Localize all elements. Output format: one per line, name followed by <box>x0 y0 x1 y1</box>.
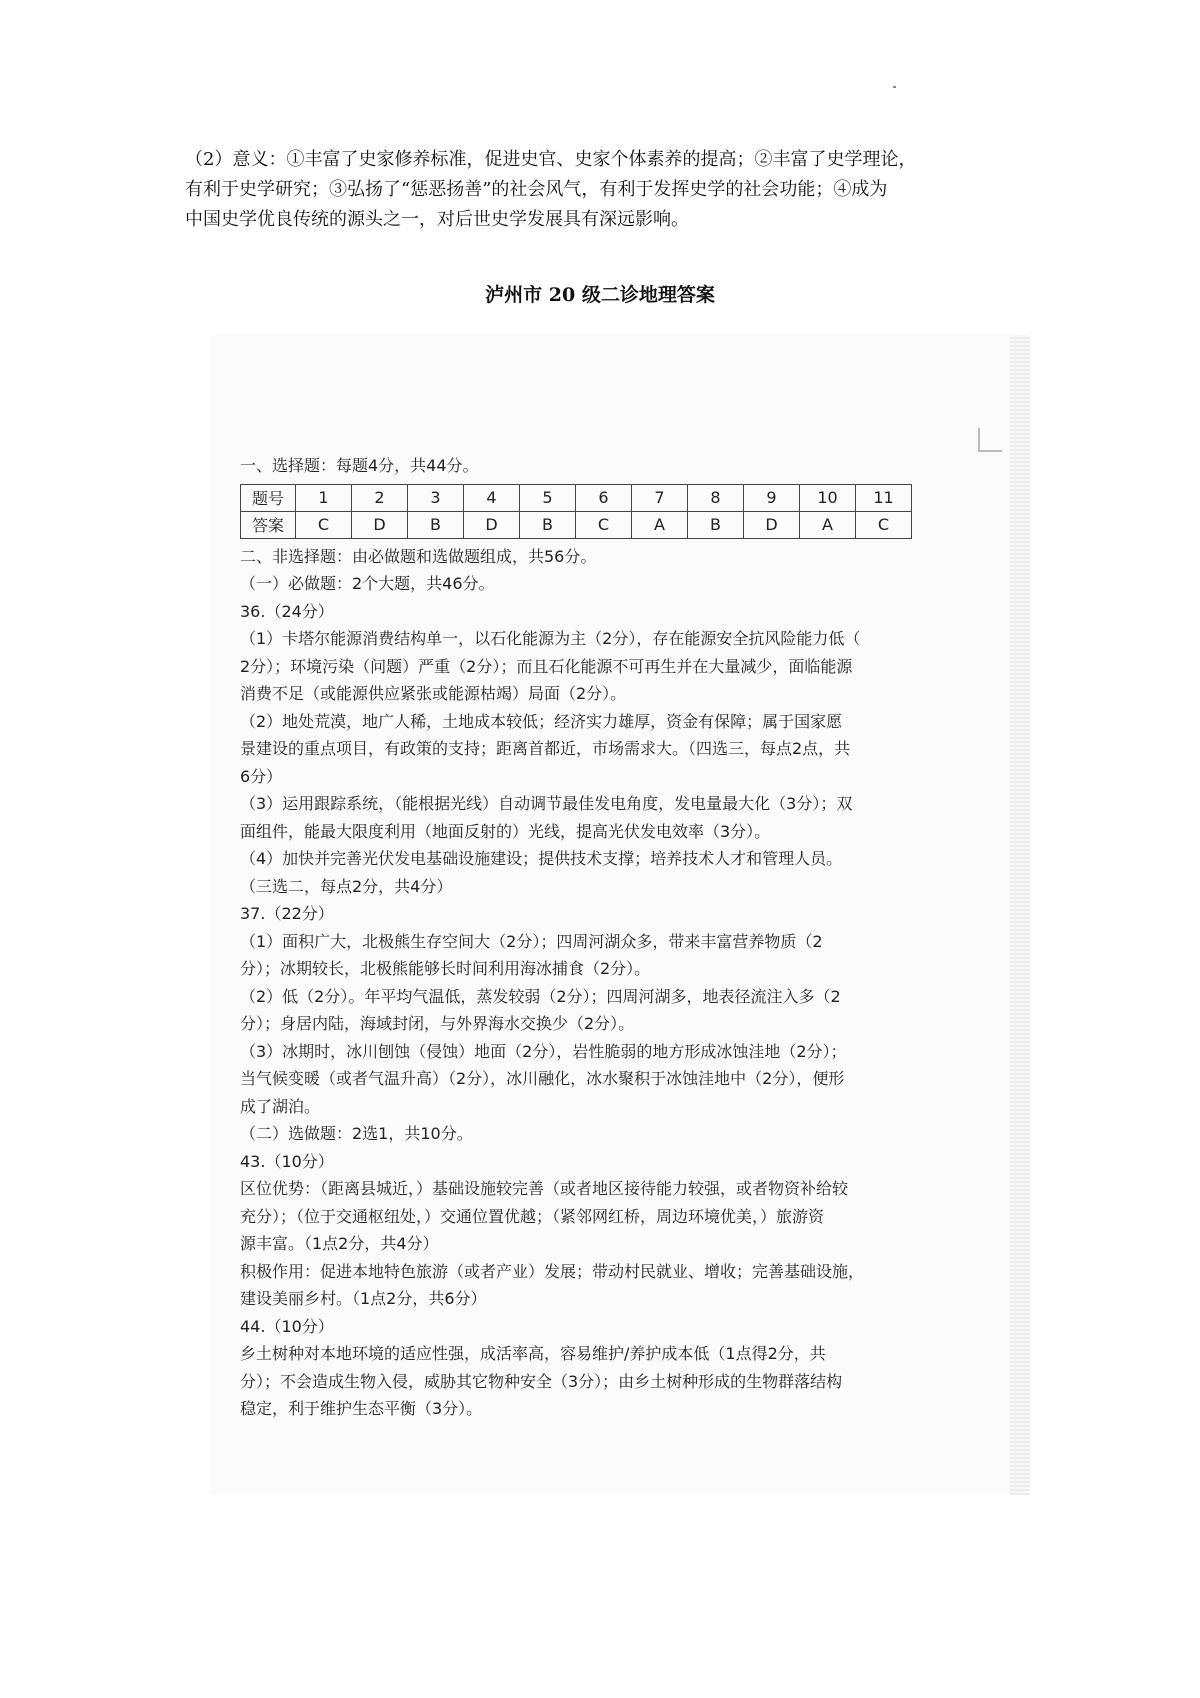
intro-line: （2）意义：①丰富了史家修养标准，促进史官、史家个体素养的提高；②丰富了史学理论， <box>185 149 917 170</box>
answer-table <box>240 484 912 539</box>
answer-line: 景建设的重点项目，有政策的支持；距离首都近，市场需求大。（四选三，每点2点，共 <box>240 739 851 758</box>
table-row-header: 答案 <box>241 511 296 538</box>
answer-line: 37.（22分） <box>240 904 334 923</box>
answer-line: 分）；身居内陆，海域封闭，与外界海水交换少（2分）。 <box>240 1014 635 1033</box>
question-number: 1 <box>296 484 352 511</box>
answer-line: 面组件，能最大限度利用（地面反射的）光线，提高光伏发电效率（3分）。 <box>240 821 771 841</box>
answer-line: （3）冰期时，冰川刨蚀（侵蚀）地面（2分），岩性脆弱的地方形成冰蚀洼地（2分）； <box>240 1041 847 1061</box>
answer-body <box>240 543 995 1423</box>
table-row-header: 题号 <box>241 484 296 511</box>
table-row <box>241 511 912 538</box>
answer-cell: B <box>408 511 464 538</box>
question-number: 10 <box>800 484 856 511</box>
answer-line: 充分）；（位于交通枢纽处，）交通位置优越；（紧邻网红桥，周边环境优美，）旅游资 <box>240 1206 825 1226</box>
scan-speck <box>893 86 896 88</box>
intro-line: 中国史学优良传统的源头之一，对后世史学发展具有深远影响。 <box>185 209 689 230</box>
answer-line: （4）加快并完善光伏发电基础设施建设；提供技术支撑；培养技术人才和管理人员。 <box>240 849 843 868</box>
answer-cell: B <box>520 511 576 538</box>
answer-cell: D <box>464 511 520 538</box>
answer-line: （1）卡塔尔能源消费结构单一，以石化能源为主（2分），存在能源安全抗风险能力低（ <box>240 629 861 648</box>
document-title: 泸州市 20 级二诊地理答案 <box>485 284 715 306</box>
answer-line: 分）；不会造成生物入侵，威胁其它物种安全（3分）；由乡土树种形成的生物群落结构 <box>240 1371 843 1391</box>
question-number: 3 <box>408 484 464 511</box>
table-row <box>241 484 912 511</box>
answer-line: 当气候变暖（或者气温升高）（2分），冰川融化，冰水聚积于冰蚀洼地中（2分），便形 <box>240 1069 845 1088</box>
question-number: 7 <box>632 484 688 511</box>
answer-line: 分）；冰期较长，北极熊能够长时间利用海冰捕食（2分）。 <box>240 959 651 978</box>
answer-line: （3）运用跟踪系统，（能根据光线）自动调节最佳发电角度，发电量最大化（3分）；双 <box>240 794 853 813</box>
section-heading: 一、选择题：每题4分，共44分。 <box>240 456 479 475</box>
answer-cell: A <box>632 511 688 538</box>
question-number: 11 <box>856 484 912 511</box>
answer-cell: D <box>744 511 800 538</box>
answer-line: 区位优势：（距离县城近，）基础设施较完善（或者地区接待能力较强，或者物资补给较 <box>240 1179 849 1198</box>
history-answer-paragraph <box>185 145 1035 235</box>
question-number: 5 <box>520 484 576 511</box>
scan-edge-shadow <box>1010 335 1030 1495</box>
answer-line: 乡土树种对本地环境的适应性强，成活率高，容易维护/养护成本低（1点得2分，共 <box>240 1344 826 1363</box>
intro-line: 有利于史学研究；③弘扬了“惩恶扬善”的社会风气，有利于发挥史学的社会功能；④成为 <box>185 179 888 200</box>
answer-cell: A <box>800 511 856 538</box>
answer-line: （1）面积广大，北极熊生存空间大（2分）；四周河湖众多，带来丰富营养物质（2 <box>240 931 823 951</box>
question-number: 8 <box>688 484 744 511</box>
answer-line: （2）地处荒漠，地广人稀，土地成本较低；经济实力雄厚，资金有保障；属于国家愿 <box>240 711 843 731</box>
answer-line: 积极作用：促进本地特色旅游（或者产业）发展；带动村民就业、增收；完善基础设施， <box>240 1261 865 1281</box>
answer-line: 二、非选择题：由必做题和选做题组成，共56分。 <box>240 546 597 566</box>
answer-line: 稳定，利于维护生态平衡（3分）。 <box>240 1399 483 1418</box>
answer-line: 消费不足（或能源供应紧张或能源枯竭）局面（2分）。 <box>240 684 627 703</box>
question-number: 2 <box>352 484 408 511</box>
question-number: 6 <box>576 484 632 511</box>
answer-line: （三选二，每点2分，共4分） <box>240 876 453 896</box>
geography-answers <box>240 452 995 1423</box>
answer-cell: B <box>688 511 744 538</box>
answer-cell: D <box>352 511 408 538</box>
answer-line: （2）低（2分）。年平均气温低，蒸发较弱（2分）；四周河湖多，地表径流注入多（2 <box>240 986 841 1006</box>
answer-line: 6分） <box>240 766 283 786</box>
answer-line: 43.（10分） <box>240 1151 334 1171</box>
page-corner-mark <box>978 428 1002 452</box>
answer-cell: C <box>296 511 352 538</box>
answer-line: 成了湖泊。 <box>240 1096 321 1116</box>
answer-line: （一）必做题：2个大题，共46分。 <box>240 574 495 593</box>
answer-cell: C <box>856 511 912 538</box>
answer-line: 源丰富。（1点2分，共4分） <box>240 1234 439 1253</box>
answer-line: 36.（24分） <box>240 601 334 621</box>
answer-line: 建设美丽乡村。（1点2分，共6分） <box>240 1289 487 1308</box>
answer-line: 44.（10分） <box>240 1316 334 1336</box>
question-number: 9 <box>744 484 800 511</box>
question-number: 4 <box>464 484 520 511</box>
answer-line: 2分）；环境污染（问题）严重（2分）；而且石化能源不可再生并在大量减少，面临能源 <box>240 656 853 676</box>
answer-cell: C <box>576 511 632 538</box>
answer-line: （二）选做题：2选1，共10分。 <box>240 1124 473 1143</box>
